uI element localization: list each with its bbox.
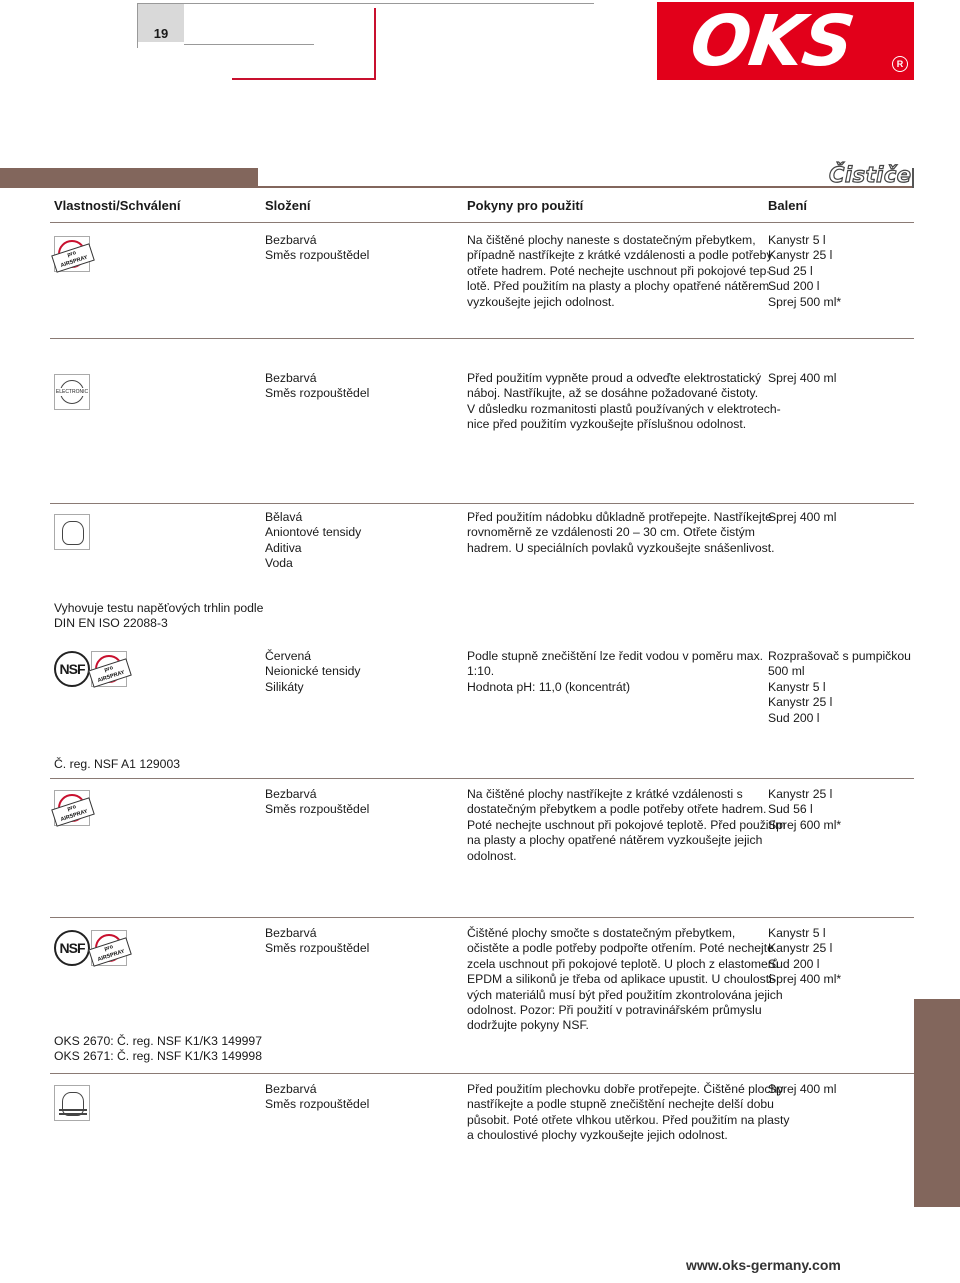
packaging-line: Sud 25 l [768, 263, 813, 278]
nsf-icon-label: NSF [54, 930, 90, 966]
nsf-icon [54, 930, 90, 966]
packaging-line: Kanystr 25 l [768, 787, 833, 801]
packaging-line: Sud 200 l [768, 710, 820, 725]
col-header-properties: Vlastnosti/Schválení [54, 198, 181, 213]
row-divider [50, 1073, 914, 1074]
airspray-icon [91, 930, 127, 966]
instructions-line: Před použitím plechovku dobře protřepejte. Čištěné plochy [467, 1082, 784, 1096]
airspray-icon-label: pro AIRSPRAY [88, 658, 132, 687]
instructions-line: odolnost. Pozor: Při použití v potravinářském průmyslu [467, 1003, 762, 1017]
composition-line: Silikáty [265, 679, 304, 694]
col-header-packaging: Balení [768, 198, 808, 213]
packaging-line: Kanystr 5 l [768, 233, 826, 247]
header-divider [50, 222, 914, 223]
row-divider [50, 503, 914, 504]
properties-line: OKS 2671: Č. reg. NSF K1/K3 149998 [54, 1049, 262, 1064]
composition-line: Směs rozpouštědel [265, 1097, 370, 1112]
nsf-icon [54, 651, 90, 687]
instructions-line: dodržujte pokyny NSF. [467, 1018, 589, 1033]
instructions-line: vyzkoušejte jejich odolnost. [467, 294, 615, 309]
instructions-line: Čištěné plochy smočte s dostatečným přebytkem, [467, 926, 736, 940]
header-red-rule [374, 8, 376, 80]
instructions-line: Podle stupně znečištění lze ředit vodou v poměru max. [467, 649, 764, 663]
packaging-line: Kanystr 25 l [768, 941, 833, 956]
packaging-line: Sud 200 l [768, 956, 820, 971]
instructions-line: V důsledku rozmanitosti plastů používaných v elektrotech- [467, 401, 781, 416]
col-header-instructions: Pokyny pro použití [467, 198, 584, 213]
category-tick [912, 168, 914, 188]
packaging-line: Sprej 400 ml* [768, 972, 842, 987]
composition-line: Aniontové tensidy [265, 525, 362, 540]
properties-line: Vyhovuje testu napěťových trhlin podle [54, 601, 264, 615]
instructions-line: Na čištěné plochy naneste s dostatečným přebytkem, [467, 233, 756, 247]
composition-line: Bezbarvá [265, 787, 317, 801]
instructions-line: Na čištěné plochy nastříkejte z krátké vzdálenosti s [467, 787, 743, 801]
packaging-line: Kanystr 5 l [768, 926, 826, 940]
instructions-line: a choulostivé plochy vyzkoušejte jejich odolnost. [467, 1128, 728, 1143]
composition-line: Směs rozpouštědel [265, 941, 370, 956]
composition-line: Aditiva [265, 540, 302, 555]
packaging-line: Sprej 500 ml* [768, 294, 842, 309]
row-divider [50, 917, 914, 918]
glove-icon [54, 514, 90, 550]
composition-line: Směs rozpouštědel [265, 802, 370, 817]
composition-line: Bělavá [265, 510, 303, 524]
col-header-composition: Složení [265, 198, 311, 213]
airspray-icon [91, 651, 127, 687]
instructions-line: rovnoměrně ze vzdálenosti 20 – 30 cm. Otřete čistým [467, 525, 755, 540]
packaging-line: Rozprašovač s pumpičkou [768, 649, 911, 663]
packaging-line: Sud 200 l [768, 279, 820, 294]
category-title: Čističe [829, 163, 912, 187]
row-divider [50, 778, 914, 779]
instructions-line: případně nastříkejte z krátké vzdálenosti a podle potřeby [467, 248, 773, 263]
composition-line: Bezbarvá [265, 1082, 317, 1096]
properties-line: DIN EN ISO 22088-3 [54, 616, 168, 631]
airspray-icon [54, 236, 90, 272]
composition-line: Bezbarvá [265, 371, 317, 385]
instructions-line: Před použitím nádobku důkladně protřepejte. Nastříkejte [467, 510, 772, 524]
header-rule [137, 4, 138, 48]
registered-icon: R [892, 56, 908, 72]
packaging-line: 500 ml [768, 664, 805, 679]
instructions-line: nice před použitím vyzkoušejte příslušnou odolnost. [467, 417, 747, 432]
electronic-icon [54, 374, 90, 410]
airspray-icon-label: pro AIRSPRAY [88, 937, 132, 966]
composition-line: Voda [265, 556, 293, 571]
instructions-line: 1:10. [467, 664, 495, 679]
category-band-line [258, 186, 914, 188]
instructions-line: Hodnota pH: 11,0 (koncentrát) [467, 679, 631, 694]
composition-line: Červená [265, 649, 312, 663]
packaging-line: Sprej 400 ml [768, 510, 837, 524]
airspray-icon-label: pro AIRSPRAY [51, 797, 95, 826]
instructions-line: očistěte a podle potřeby podpořte otřením. Poté nechejte [467, 941, 774, 956]
composition-line: Bezbarvá [265, 233, 317, 247]
instructions-line: nastříkejte a podle stupně znečištění nechejte delší dobu [467, 1097, 774, 1112]
instructions-line: EPDM a silikonů je třeba od aplikace upustit. U choulosti- [467, 972, 776, 987]
airspray-icon-label: pro AIRSPRAY [51, 243, 95, 272]
oks-logo [657, 2, 914, 80]
logo-text: OKS [685, 0, 859, 82]
category-band [0, 168, 258, 188]
composition-line: Směs rozpouštědel [265, 386, 370, 401]
instructions-line: hadrem. U speciálních povlaků vyzkoušejte snášenlivost. [467, 540, 775, 555]
instructions-line: zcela uschnout při pokojové teplotě. U ploch z elastomerů [467, 956, 779, 971]
packaging-line: Kanystr 5 l [768, 679, 826, 694]
footer-url[interactable]: www.oks-germany.com [686, 1257, 841, 1273]
header-red-rule [232, 78, 374, 80]
electronic-icon-label: ELECTRONIC [55, 389, 89, 395]
side-tab [914, 999, 960, 1207]
instructions-line: Před použitím vypněte proud a odveďte elektrostatický [467, 371, 762, 385]
header-rule [184, 44, 314, 45]
airspray-icon [54, 790, 90, 826]
instructions-line: odolnost. [467, 848, 517, 863]
composition-line: Neionické tensidy [265, 664, 361, 679]
instructions-line: lotě. Před použitím na plasty a plochy opatřené nátěrem [467, 279, 770, 294]
packaging-line: Sprej 600 ml* [768, 817, 842, 832]
composition-line: Bezbarvá [265, 926, 317, 940]
packaging-line: Sprej 400 ml [768, 371, 837, 385]
packaging-line: Kanystr 25 l [768, 695, 833, 710]
instructions-line: vých materiálů musí být před použitím zkontrolována jejich [467, 987, 783, 1002]
page-number: 19 [153, 26, 169, 41]
instructions-line: působit. Poté otřete vlhkou utěrkou. Před použitím na plasty [467, 1112, 790, 1127]
instructions-line: Poté nechejte uschnout při pokojové teplotě. Před použitím [467, 817, 786, 832]
packaging-line: Kanystr 25 l [768, 248, 833, 263]
row-divider [50, 338, 914, 339]
instructions-line: dostatečným přebytkem a podle potřeby otřete hadrem. [467, 802, 767, 817]
instructions-line: otřete hadrem. Poté nechejte uschnout při pokojové tep- [467, 263, 771, 278]
properties-line: OKS 2670: Č. reg. NSF K1/K3 149997 [54, 1034, 262, 1048]
header-rule [137, 3, 594, 4]
packaging-line: Sprej 400 ml [768, 1082, 837, 1096]
composition-line: Směs rozpouštědel [265, 248, 370, 263]
instructions-line: na plasty a plochy opatřené nátěrem vyzkoušejte jejich [467, 833, 763, 848]
instructions-line: náboj. Nastříkujte, až se dosáhne požadované čistoty. [467, 386, 759, 401]
packaging-line: Sud 56 l [768, 802, 813, 817]
properties-line: Č. reg. NSF A1 129003 [54, 757, 181, 771]
nsf-icon-label: NSF [54, 651, 90, 687]
sun-icon [54, 1085, 90, 1121]
